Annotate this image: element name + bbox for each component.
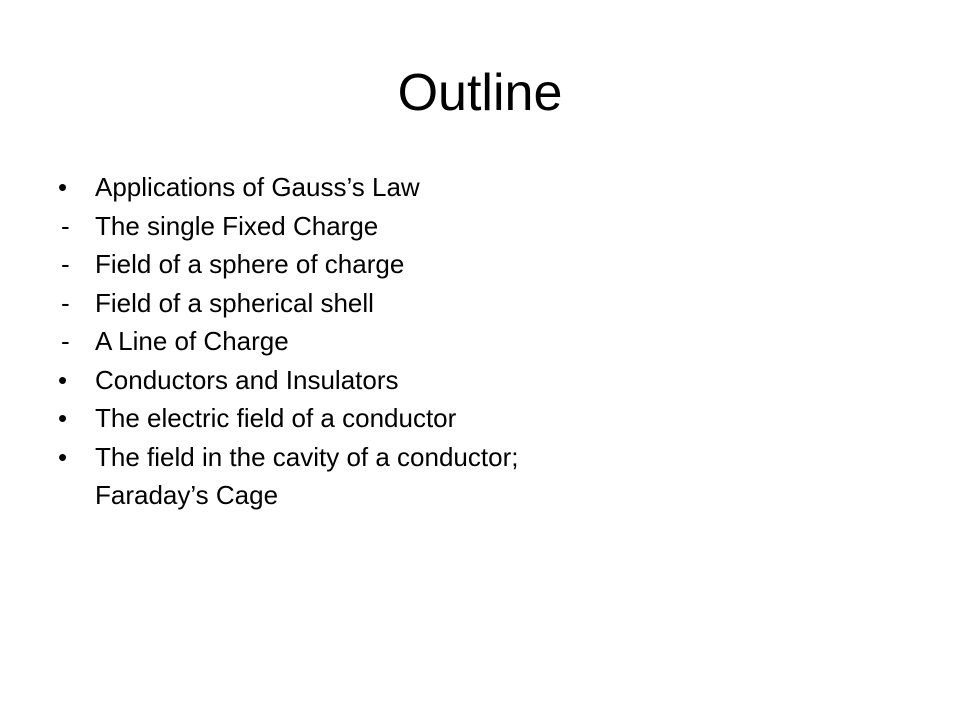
list-item — [58, 245, 918, 284]
list-item-text: The single Fixed Charge — [95, 210, 379, 241]
list-item — [58, 284, 918, 323]
list-item-text: The electric field of a conductor — [95, 403, 457, 433]
list-item-text: Field of a spherical shell — [95, 287, 374, 318]
list-item-text: Applications of Gauss’s Law — [95, 172, 420, 202]
list-item-text: Field of a sphere of charge — [95, 249, 405, 279]
list-item — [58, 168, 918, 207]
bullet-marker: • — [58, 172, 68, 202]
dash-marker: - — [61, 210, 70, 241]
dash-marker: - — [61, 326, 70, 356]
list-item-text: The field in the cavity of a conductor; — [95, 441, 519, 472]
list-item — [58, 322, 918, 361]
bullet-marker: • — [58, 403, 68, 433]
dash-marker: - — [61, 287, 70, 318]
list-item-text: Faraday’s Cage — [95, 480, 279, 510]
bullet-marker: • — [58, 364, 68, 395]
dash-marker: - — [61, 249, 70, 279]
outline-list — [58, 168, 918, 515]
list-item-text: Conductors and Insulators — [95, 364, 399, 395]
list-item-text: A Line of Charge — [95, 326, 289, 356]
bullet-marker: • — [58, 441, 68, 472]
list-item-continuation — [58, 476, 918, 515]
list-item — [58, 207, 918, 246]
list-item — [58, 438, 918, 477]
list-item — [58, 399, 918, 438]
list-item — [58, 361, 918, 400]
slide-title: Outline — [397, 64, 563, 122]
